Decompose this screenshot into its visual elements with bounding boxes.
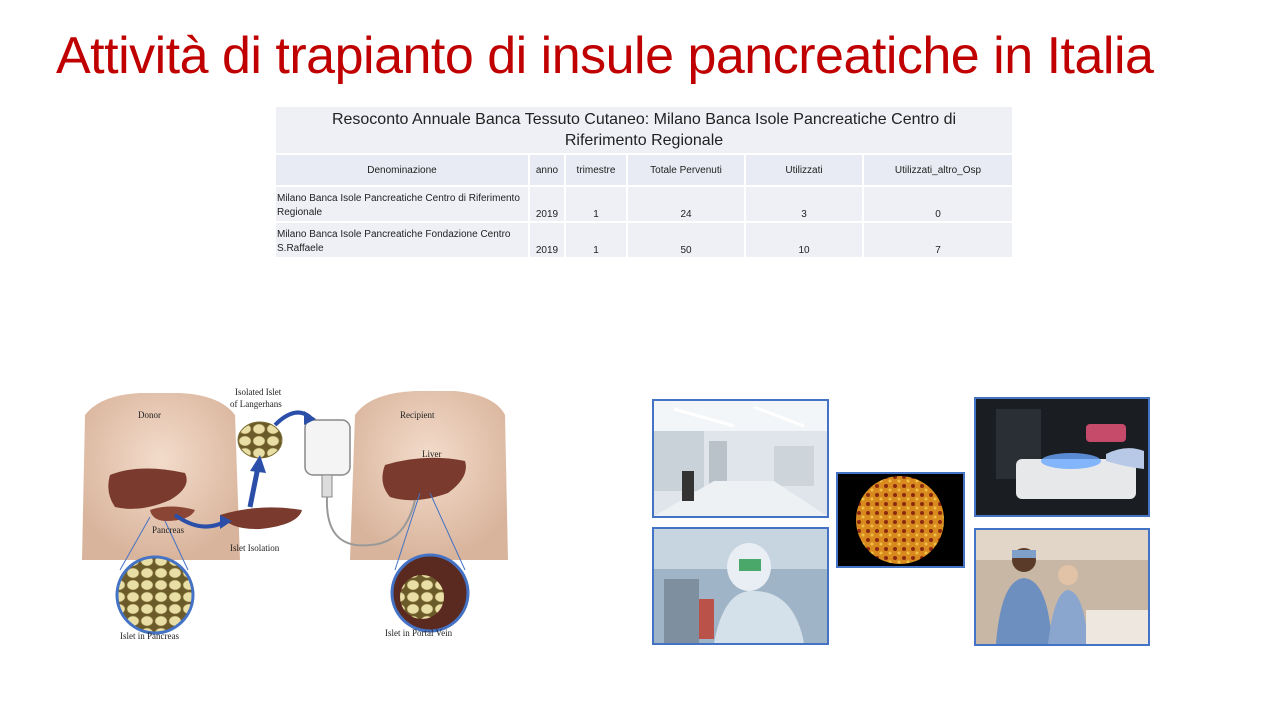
label-islet-in-portal-vein: Islet in Portal Vein xyxy=(385,628,453,638)
table-header-row xyxy=(275,154,1013,186)
label-isolated-islet-1: Isolated Islet xyxy=(235,387,282,397)
cell-totale-pervenuti: 50 xyxy=(627,222,745,258)
isolated-islet-cluster xyxy=(238,422,282,458)
slide-title: Attività di trapianto di insule pancreatiche in Italia xyxy=(56,27,1154,85)
photo-cleanroom-lab xyxy=(652,399,829,518)
islet-in-pancreas-circle xyxy=(117,557,193,633)
cell-denominazione: Milano Banca Isole Pancreatiche Centro di Riferimento Regionale xyxy=(275,186,529,222)
iv-bag xyxy=(305,420,350,475)
column-header-totale-pervenuti: Totale Pervenuti xyxy=(627,154,745,186)
photo-surgeons xyxy=(974,528,1150,646)
cell-trimestre: 1 xyxy=(565,186,627,222)
islet-transplant-diagram xyxy=(70,375,520,655)
arrow-isolation-to-islet xyxy=(250,467,258,507)
label-isolated-islet-2: of Langerhans xyxy=(230,399,282,409)
column-header-utilizzati-altro-osp: Utilizzati_altro_Osp xyxy=(863,154,1013,186)
photo-technician-hood xyxy=(652,527,829,645)
cell-utilizzati-altro-osp: 7 xyxy=(863,222,1013,258)
cell-anno: 2019 xyxy=(529,186,565,222)
label-liver: Liver xyxy=(422,449,442,459)
column-header-trimestre: trimestre xyxy=(565,154,627,186)
cell-anno: 2019 xyxy=(529,222,565,258)
cell-utilizzati: 10 xyxy=(745,222,863,258)
cell-utilizzati-altro-osp: 0 xyxy=(863,186,1013,222)
label-recipient: Recipient xyxy=(400,410,435,420)
label-islet-isolation: Islet Isolation xyxy=(230,543,280,553)
photo-microscope xyxy=(974,397,1150,517)
photo-islet-microscopy xyxy=(836,472,965,568)
report-table xyxy=(274,105,1014,259)
label-donor: Donor xyxy=(138,410,161,420)
table-row xyxy=(275,222,1013,258)
table-row xyxy=(275,186,1013,222)
label-islet-in-pancreas: Islet in Pancreas xyxy=(120,631,179,641)
label-pancreas: Pancreas xyxy=(152,525,184,535)
column-header-anno: anno xyxy=(529,154,565,186)
table-caption: Resoconto Annuale Banca Tessuto Cutaneo: Milano Banca Isole Pancreatiche Centro di Riferimento Regionale xyxy=(275,106,1013,154)
cell-totale-pervenuti: 24 xyxy=(627,186,745,222)
column-header-denominazione: Denominazione xyxy=(275,154,529,186)
column-header-utilizzati: Utilizzati xyxy=(745,154,863,186)
cell-denominazione: Milano Banca Isole Pancreatiche Fondazione Centro S.Raffaele xyxy=(275,222,529,258)
cell-trimestre: 1 xyxy=(565,222,627,258)
table-caption-row xyxy=(275,106,1013,154)
cell-utilizzati: 3 xyxy=(745,186,863,222)
